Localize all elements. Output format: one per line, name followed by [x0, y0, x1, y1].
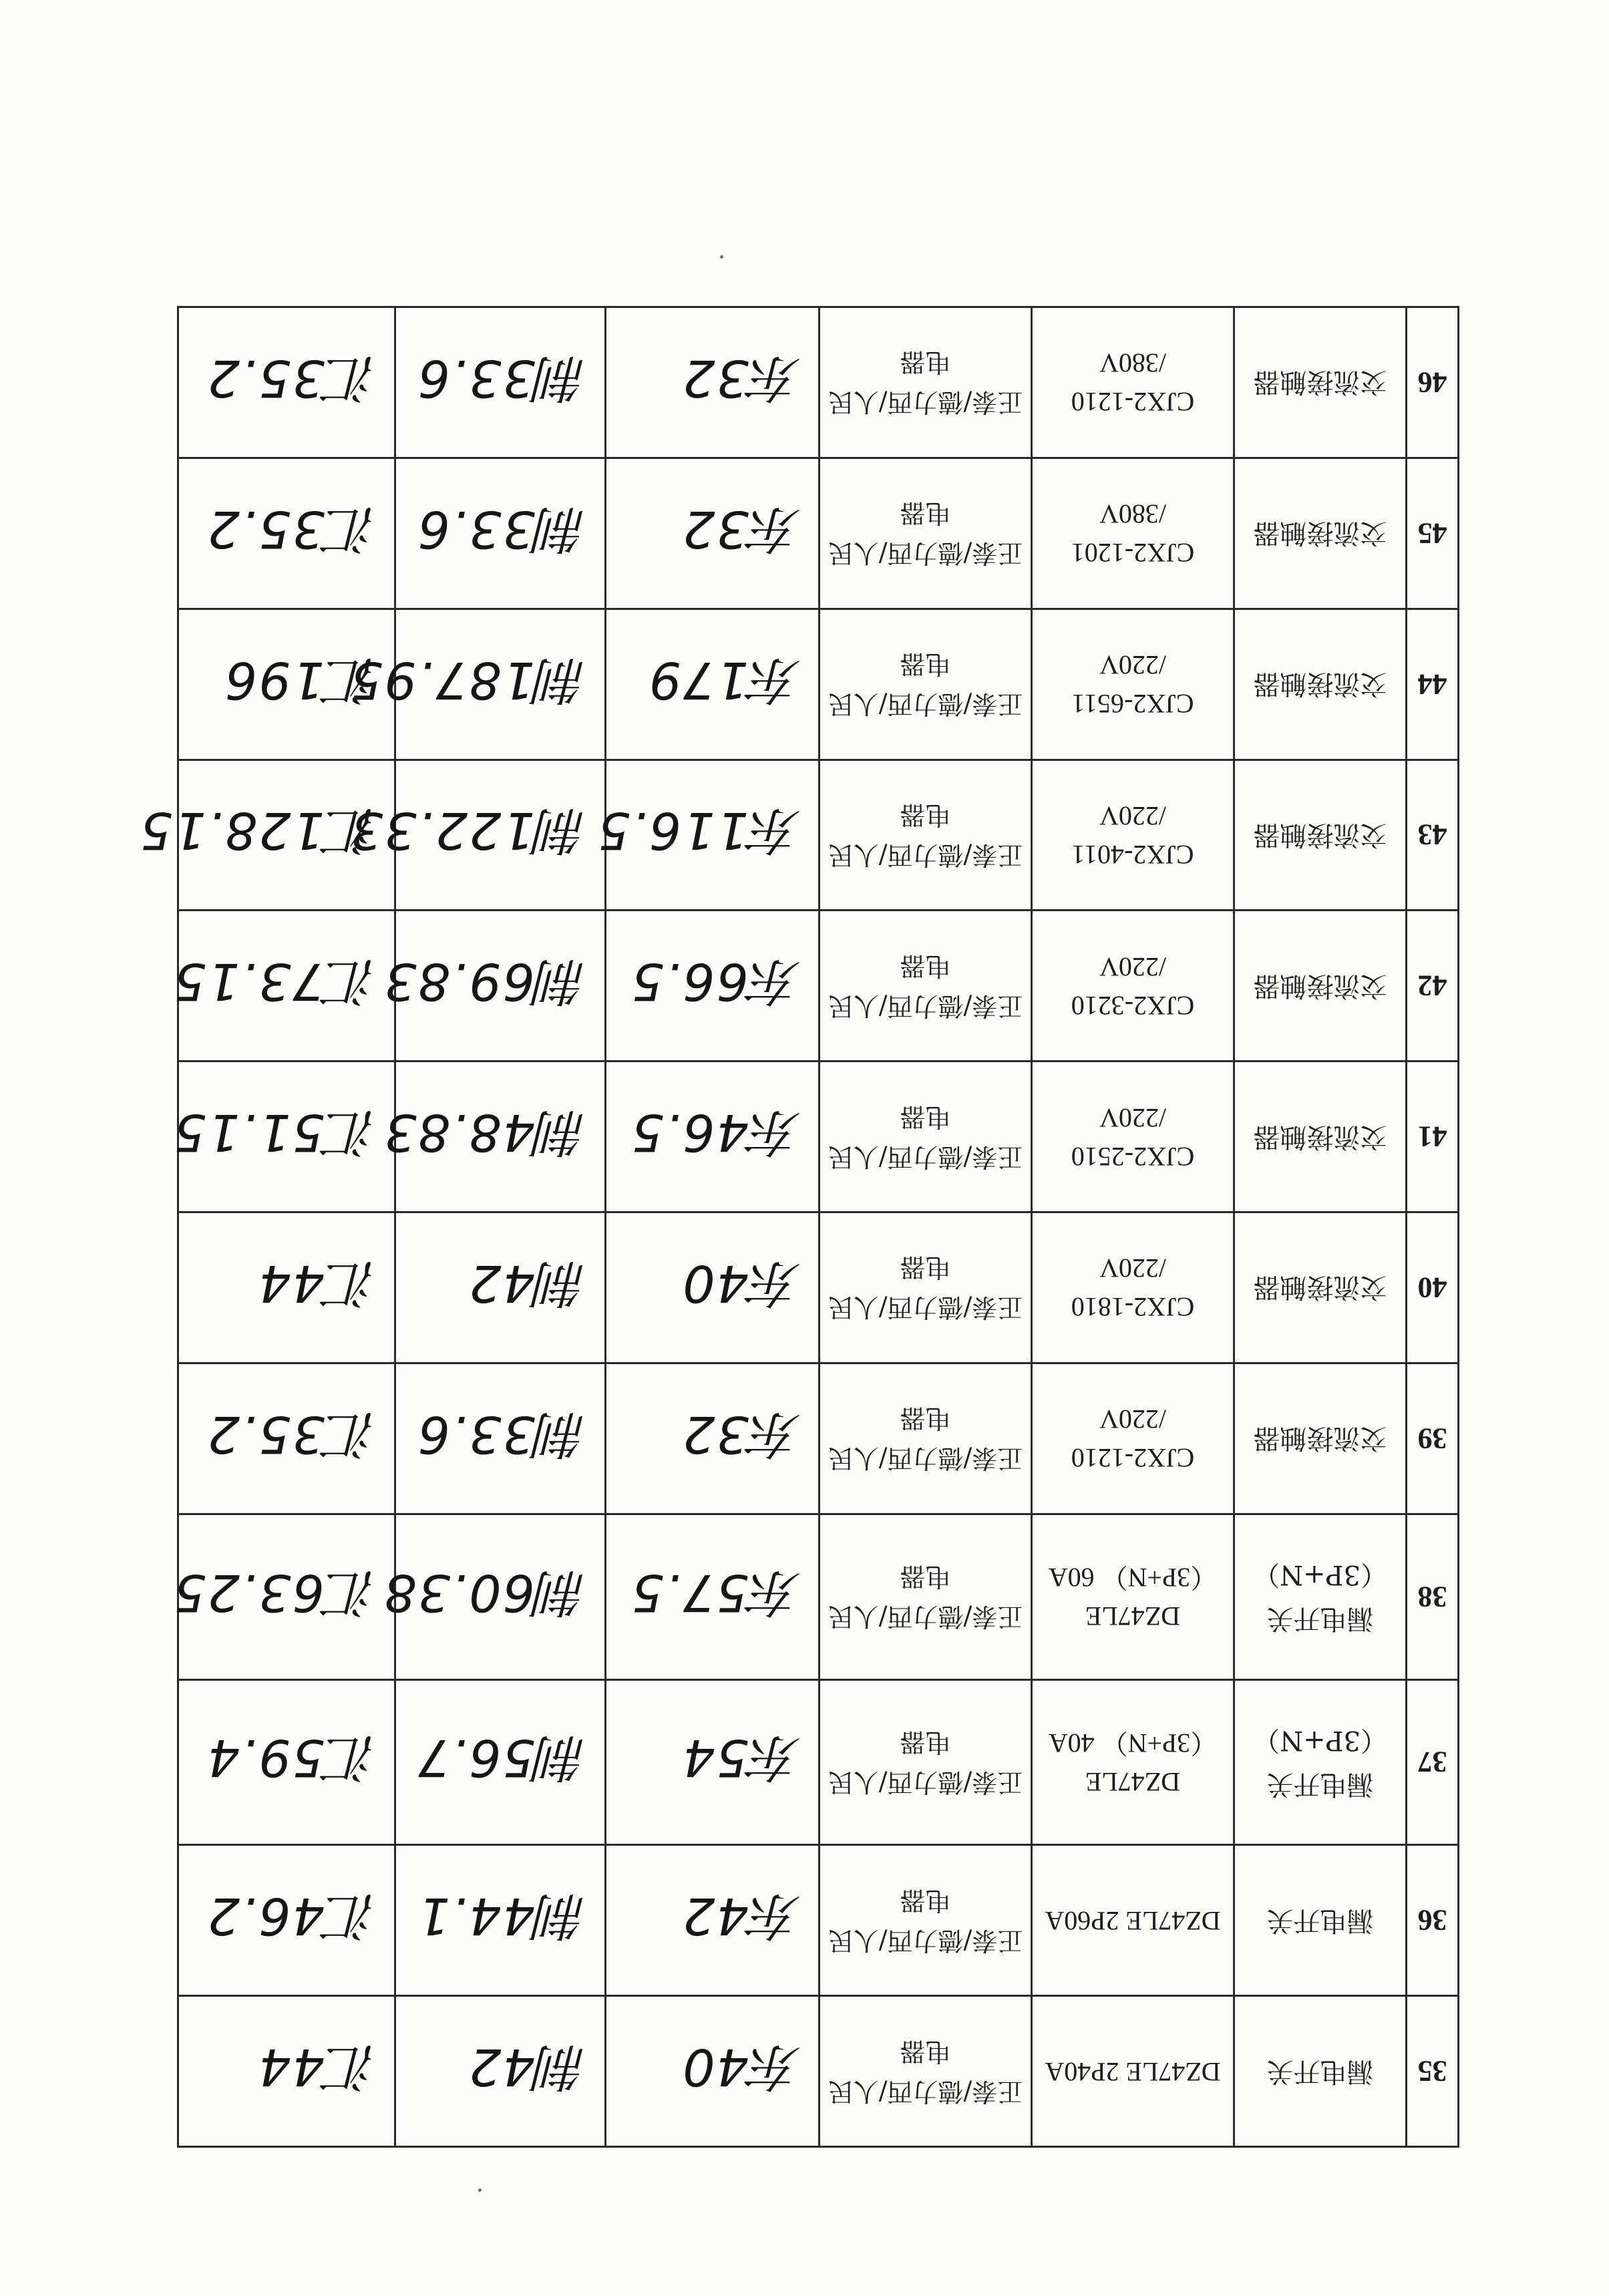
- brand-cell: 正泰/德力西/人民电器: [820, 458, 1032, 609]
- row-number-cell: 35: [1407, 1996, 1459, 2147]
- item-name-cell: 交流接触器: [1234, 609, 1407, 760]
- table-row: [178, 1996, 1459, 2147]
- table-row: [178, 458, 1459, 609]
- brand-cell: 正泰/德力西/人民电器: [820, 760, 1032, 911]
- row-number-cell: 41: [1407, 1061, 1459, 1212]
- scan-speck: [478, 2188, 482, 2192]
- model-spec-cell: DZ47LE 2P60A: [1032, 1845, 1234, 1996]
- handwritten-price-made-cell: 制122.33: [395, 760, 606, 911]
- handwritten-price-hui-cell: 汇46.2: [178, 1845, 395, 1996]
- handwritten-price-made-cell: 制42: [395, 1212, 606, 1363]
- handwritten-price-made-cell: 制60.38: [395, 1514, 606, 1679]
- brand-cell: 正泰/德力西/人民电器: [820, 911, 1032, 1061]
- model-spec-cell: CJX2-1201 /380V: [1032, 458, 1234, 609]
- row-number-cell: 37: [1407, 1679, 1459, 1845]
- price-table: [139, 306, 1459, 2148]
- model-spec-cell: DZ47LE （3P+N） 60A: [1032, 1514, 1234, 1679]
- item-name-cell: 漏电开关: [1234, 1845, 1407, 1996]
- table-row: [178, 1061, 1459, 1212]
- row-number-cell: 38: [1407, 1514, 1459, 1679]
- table-row: [178, 307, 1459, 458]
- model-spec-cell: CJX2-1810 /220V: [1032, 1212, 1234, 1363]
- handwritten-price-east-cell: 东40: [606, 1996, 820, 2147]
- handwritten-price-east-cell: 东66.5: [606, 911, 820, 1061]
- model-spec-cell: CJX2-3210 /220V: [1032, 911, 1234, 1061]
- handwritten-price-east-cell: 东40: [606, 1212, 820, 1363]
- item-name-cell: 漏电开关（3P+N）: [1234, 1514, 1407, 1679]
- brand-cell: 正泰/德力西/人民电器: [820, 1996, 1032, 2147]
- handwritten-price-hui-cell: 汇44: [178, 1212, 395, 1363]
- brand-cell: 正泰/德力西/人民电器: [820, 1363, 1032, 1514]
- row-number-cell: 42: [1407, 911, 1459, 1061]
- row-number-cell: 36: [1407, 1845, 1459, 1996]
- brand-cell: 正泰/德力西/人民电器: [820, 1061, 1032, 1212]
- handwritten-price-east-cell: 东32: [606, 307, 820, 458]
- price-table-upside-down: [139, 306, 1459, 2148]
- item-name-cell: 交流接触器: [1234, 1363, 1407, 1514]
- brand-cell: 正泰/德力西/人民电器: [820, 1514, 1032, 1679]
- handwritten-price-hui-cell: 汇59.4: [178, 1679, 395, 1845]
- item-name-cell: 交流接触器: [1234, 1061, 1407, 1212]
- item-name-cell: 交流接触器: [1234, 760, 1407, 911]
- row-number-cell: 40: [1407, 1212, 1459, 1363]
- item-name-cell: 交流接触器: [1234, 1212, 1407, 1363]
- model-spec-cell: CJX2-4011 /220V: [1032, 760, 1234, 911]
- handwritten-price-made-cell: 制44.1: [395, 1845, 606, 1996]
- handwritten-price-east-cell: 东46.5: [606, 1061, 820, 1212]
- row-number-cell: 46: [1407, 307, 1459, 458]
- handwritten-price-hui-cell: 汇51.15: [178, 1061, 395, 1212]
- handwritten-price-east-cell: 东42: [606, 1845, 820, 1996]
- handwritten-price-east-cell: 东32: [606, 458, 820, 609]
- item-name-cell: 交流接触器: [1234, 911, 1407, 1061]
- handwritten-price-hui-cell: 汇35.2: [178, 1363, 395, 1514]
- table-row: [178, 1363, 1459, 1514]
- handwritten-price-hui-cell: 汇128.15: [178, 760, 395, 911]
- handwritten-price-east-cell: 东57.5: [606, 1514, 820, 1679]
- row-number-cell: 44: [1407, 609, 1459, 760]
- model-spec-cell: CJX2-6511 /220V: [1032, 609, 1234, 760]
- handwritten-price-east-cell: 东54: [606, 1679, 820, 1845]
- row-number-cell: 45: [1407, 458, 1459, 609]
- table-row: [178, 760, 1459, 911]
- model-spec-cell: CJX2-2510 /220V: [1032, 1061, 1234, 1212]
- handwritten-price-hui-cell: 汇35.2: [178, 307, 395, 458]
- table-row: [178, 1679, 1459, 1845]
- handwritten-price-hui-cell: 汇44: [178, 1996, 395, 2147]
- handwritten-price-east-cell: 东32: [606, 1363, 820, 1514]
- brand-cell: 正泰/德力西/人民电器: [820, 609, 1032, 760]
- handwritten-price-made-cell: 制56.7: [395, 1679, 606, 1845]
- scan-speck: [720, 255, 723, 259]
- table-row: [178, 609, 1459, 760]
- brand-cell: 正泰/德力西/人民电器: [820, 1845, 1032, 1996]
- handwritten-price-east-cell: 东116.5: [606, 760, 820, 911]
- item-name-cell: 漏电开关（3P+N）: [1234, 1679, 1407, 1845]
- handwritten-price-made-cell: 制69.83: [395, 911, 606, 1061]
- item-name-cell: 交流接触器: [1234, 307, 1407, 458]
- handwritten-price-hui-cell: 汇35.2: [178, 458, 395, 609]
- handwritten-price-made-cell: 制33.6: [395, 458, 606, 609]
- row-number-cell: 39: [1407, 1363, 1459, 1514]
- table-row: [178, 1212, 1459, 1363]
- brand-cell: 正泰/德力西/人民电器: [820, 1679, 1032, 1845]
- handwritten-price-made-cell: 制48.83: [395, 1061, 606, 1212]
- table-row: [178, 911, 1459, 1061]
- handwritten-price-made-cell: 制33.6: [395, 1363, 606, 1514]
- model-spec-cell: DZ47LE 2P40A: [1032, 1996, 1234, 2147]
- brand-cell: 正泰/德力西/人民电器: [820, 1212, 1032, 1363]
- model-spec-cell: CJX2-1210 /380V: [1032, 307, 1234, 458]
- handwritten-price-east-cell: 东179: [606, 609, 820, 760]
- handwritten-price-hui-cell: 汇63.25: [178, 1514, 395, 1679]
- handwritten-price-made-cell: 制42: [395, 1996, 606, 2147]
- handwritten-price-made-cell: 制187.95: [395, 609, 606, 760]
- item-name-cell: 交流接触器: [1234, 458, 1407, 609]
- model-spec-cell: CJX2-1210 /220V: [1032, 1363, 1234, 1514]
- handwritten-price-made-cell: 制33.6: [395, 307, 606, 458]
- row-number-cell: 43: [1407, 760, 1459, 911]
- brand-cell: 正泰/德力西/人民电器: [820, 307, 1032, 458]
- item-name-cell: 漏电开关: [1234, 1996, 1407, 2147]
- handwritten-price-hui-cell: 汇196: [178, 609, 395, 760]
- table-row: [178, 1514, 1459, 1679]
- handwritten-price-hui-cell: 汇73.15: [178, 911, 395, 1061]
- model-spec-cell: DZ47LE （3P+N） 40A: [1032, 1679, 1234, 1845]
- table-row: [178, 1845, 1459, 1996]
